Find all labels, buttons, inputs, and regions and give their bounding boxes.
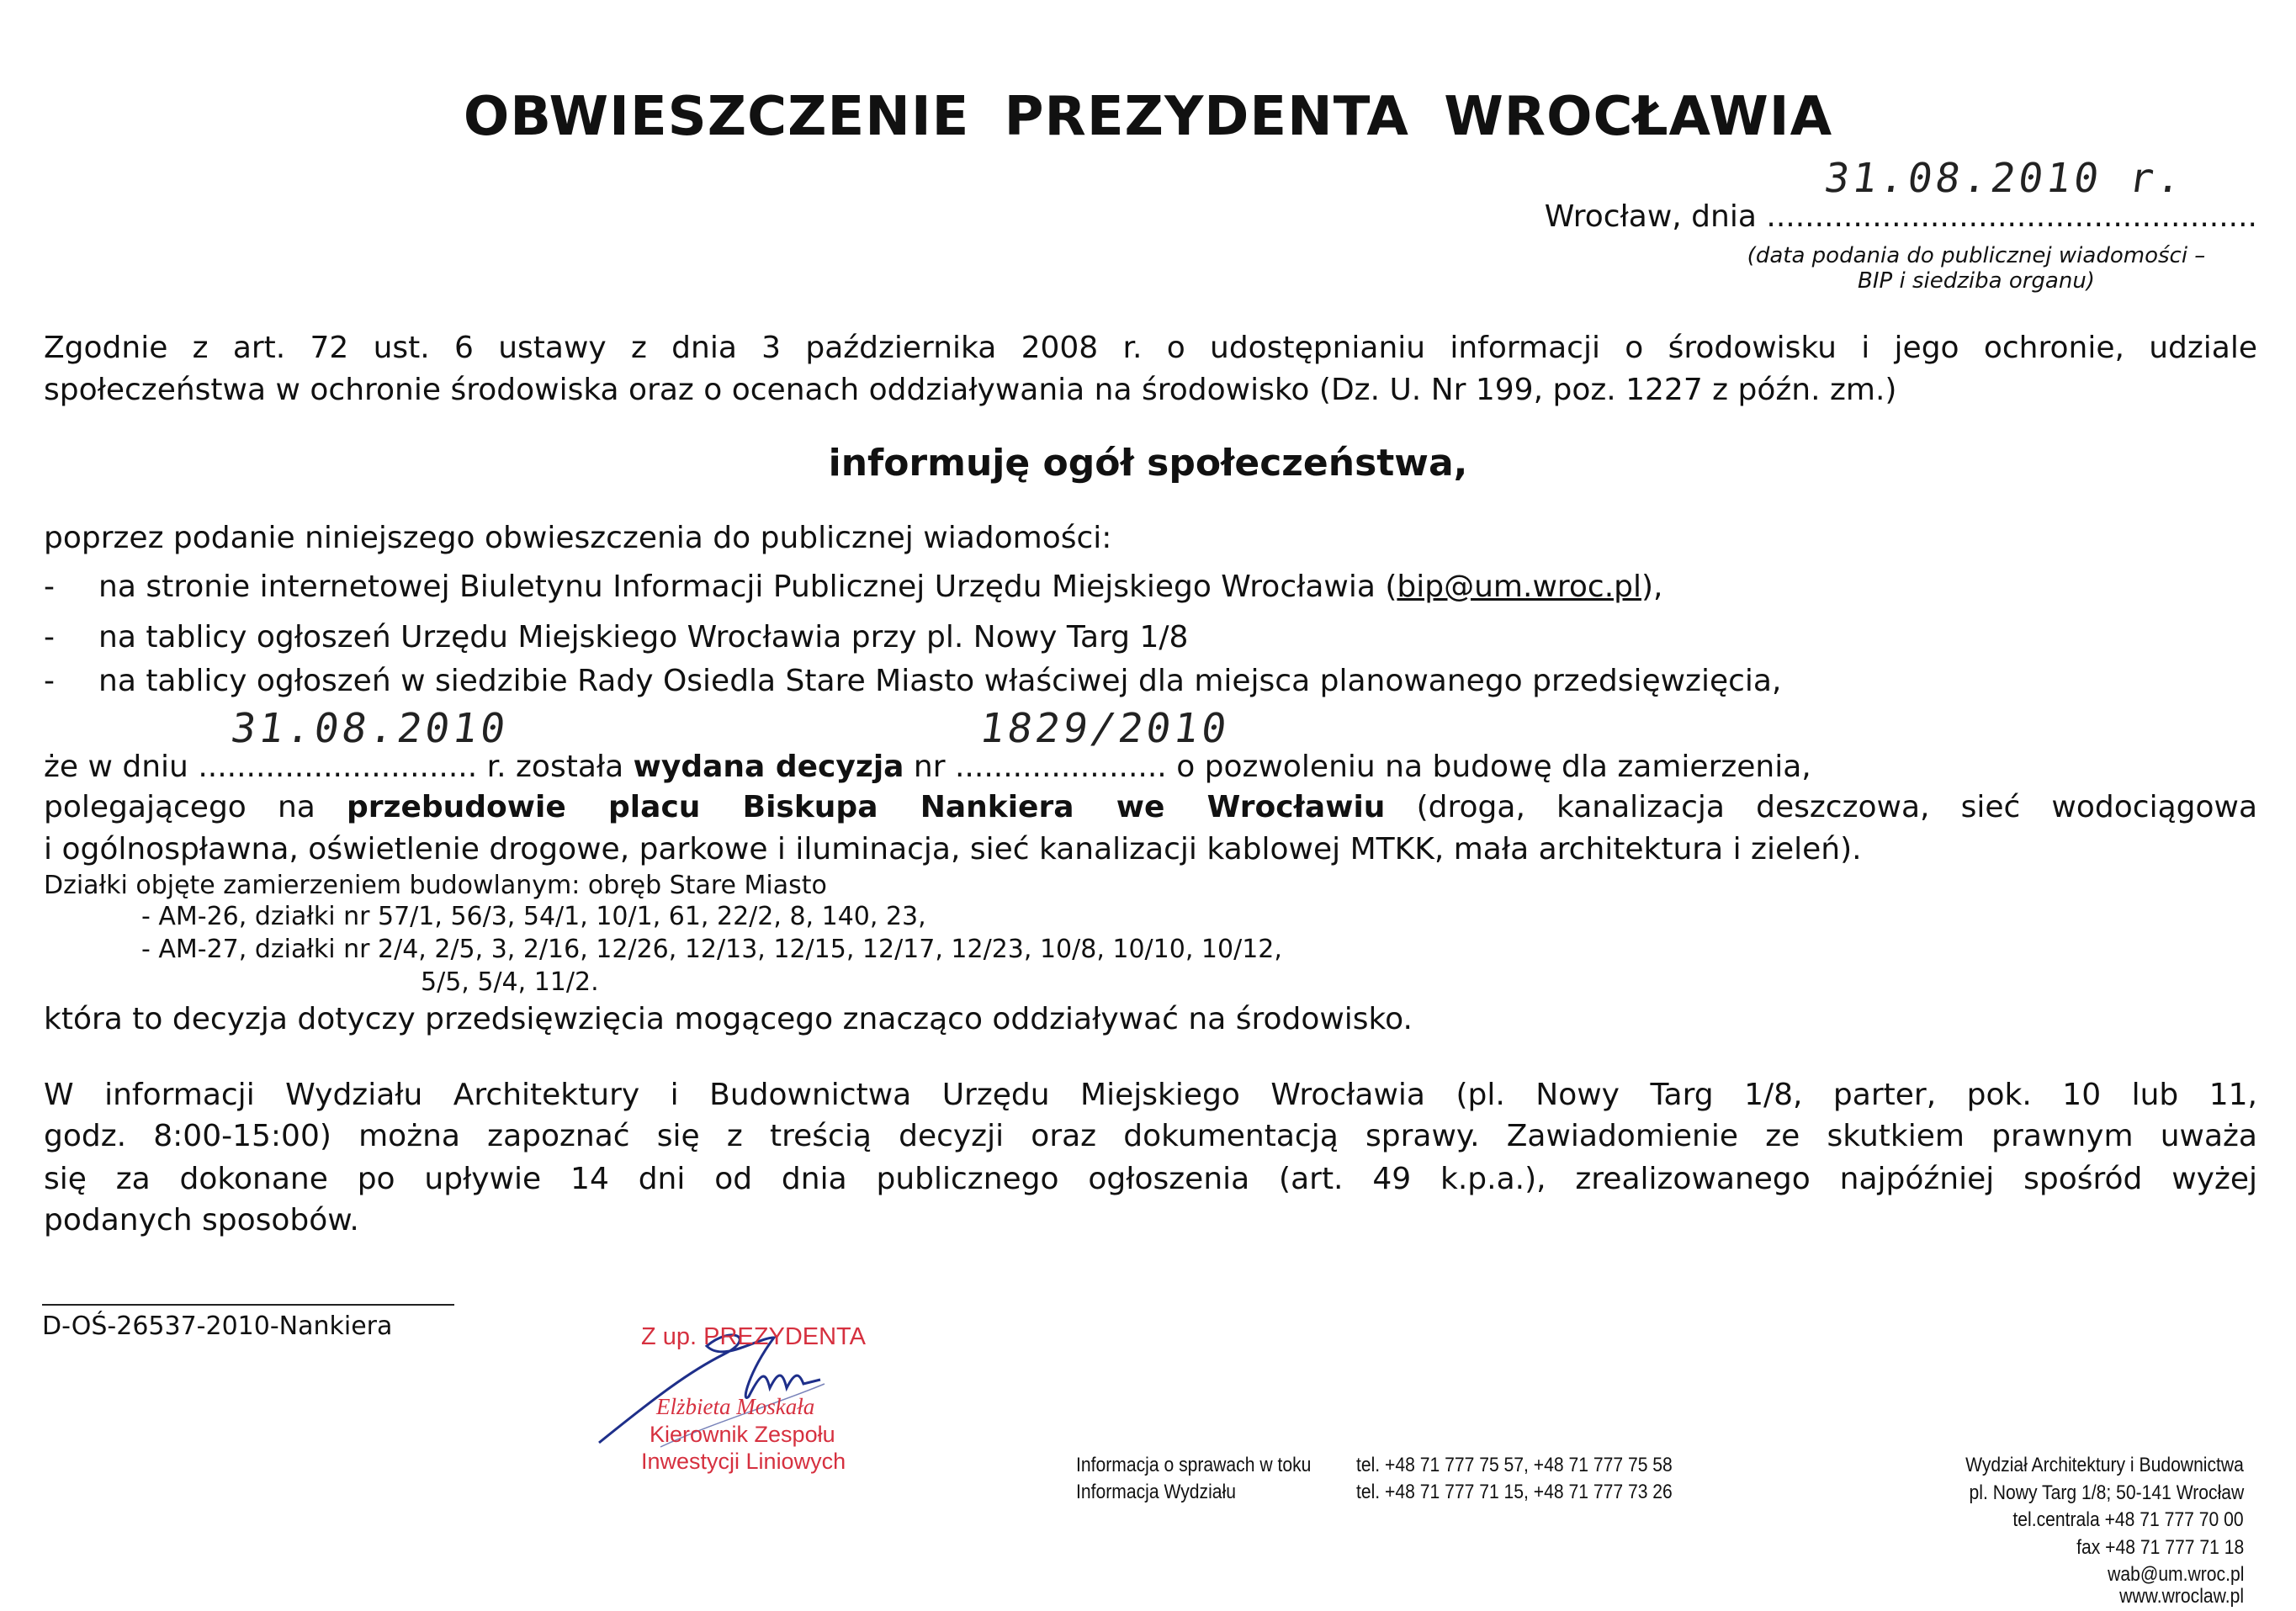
impact-statement: która to decyzja dotyczy przedsięwzięcia mogącego znacząco oddziaływać na środowisko. bbox=[44, 1002, 1413, 1036]
dots: ............................. bbox=[198, 750, 478, 784]
footer-contact-tel: tel. +48 71 777 75 57, +48 71 777 75 58 bbox=[1356, 1454, 1673, 1476]
text: r. została bbox=[486, 750, 624, 784]
stamp-line: Kierownik Zespołu bbox=[650, 1422, 835, 1447]
project-name: przebudowie placu Biskupa Nankiera we Wrocławiu bbox=[347, 790, 1386, 824]
bullet-dash: - bbox=[44, 620, 55, 654]
bullet-text: ), bbox=[1641, 570, 1663, 604]
text: (droga, kanalizacja deszczowa, sieć wodociągowa bbox=[1416, 790, 2258, 824]
office-address: pl. Nowy Targ 1/8; 50-141 Wrocław bbox=[1969, 1481, 2244, 1504]
intro-line: Zgodnie z art. 72 ust. 6 ustawy z dnia 3 października 2008 r. o udostępnianiu informacji o środowisku i jego ochronie, udziale bbox=[44, 331, 2257, 365]
decision-line: i ogólnospławna, oświetlenie drogowe, parkowe i iluminacja, sieć kanalizacji kablowej MTKK, mała architektura i zieleń). bbox=[44, 832, 1862, 866]
publication-intro: poprzez podanie niniejszego obwieszczenia do publicznej wiadomości: bbox=[44, 521, 1112, 555]
stamp-name: Elżbieta Moskała bbox=[656, 1394, 815, 1419]
date-note bbox=[1747, 244, 2206, 294]
bullet-item bbox=[44, 621, 1188, 654]
office-website[interactable]: www.wroclaw.pl bbox=[2119, 1585, 2244, 1608]
info-line: W informacji Wydziału Architektury i Budownictwa Urzędu Miejskiego Wrocławia (pl. Nowy Targ 1/8, parter, pok. 10 lub 11, bbox=[44, 1078, 2257, 1112]
info-line: podanych sposobów. bbox=[44, 1203, 359, 1237]
signature-stamp bbox=[589, 1312, 925, 1489]
date-note-line: BIP i siedziba organu) bbox=[1858, 268, 2095, 294]
bullet-text: na stronie internetowej Biuletynu Informacji Publicznej Urzędu Miejskiego Wrocławia ( bbox=[98, 570, 1397, 604]
handwritten-date: 31.08.2010 r. bbox=[1821, 155, 2188, 202]
handwritten-decision-number: 1829/2010 bbox=[977, 705, 1233, 752]
bullet-item bbox=[44, 665, 1781, 698]
footer-contact-label: Informacja o sprawach w toku bbox=[1076, 1454, 1312, 1476]
bullet-dash: - bbox=[44, 570, 55, 604]
text: o pozwoleniu na budowę dla zamierzenia, bbox=[1176, 750, 1811, 784]
decision-line bbox=[44, 705, 1811, 784]
bold-text: wydana decyzja bbox=[633, 750, 904, 784]
bullet-text: na tablicy ogłoszeń w siedzibie Rady Osiedla Stare Miasto właściwej dla miejsca planowanego przedsięwzięcia, bbox=[98, 664, 1782, 698]
office-phone: tel.centrala +48 71 777 70 00 bbox=[2012, 1508, 2244, 1531]
info-line: godz. 8:00-15:00) można zapoznać się z treścią decyzji oraz dokumentacją sprawy. Zawiadomienie ze skutkiem prawnym uważa bbox=[44, 1119, 2257, 1153]
office-email[interactable]: wab@um.wroc.pl bbox=[2107, 1563, 2244, 1586]
bip-link[interactable]: bip@um.wroc.pl bbox=[1397, 570, 1642, 604]
date-line bbox=[1544, 155, 2257, 234]
plots-am26: - AM-26, działki nr 57/1, 56/3, 54/1, 10/1, 61, 22/2, 8, 140, 23, bbox=[141, 902, 926, 931]
bullet-text: na tablicy ogłoszeń Urzędu Miejskiego Wrocławia przy pl. Nowy Targ 1/8 bbox=[98, 620, 1189, 654]
reference-number: D-OŚ-26537-2010-Nankiera bbox=[42, 1312, 393, 1341]
footer-contact-tel: tel. +48 71 777 71 15, +48 71 777 73 26 bbox=[1356, 1481, 1673, 1503]
page-title: OBWIESZCZENIE PREZYDENTA WROCŁAWIA bbox=[463, 86, 1833, 148]
plots-am27-cont: 5/5, 5/4, 11/2. bbox=[421, 967, 599, 997]
divider bbox=[42, 1304, 454, 1306]
stamp-line: Z up. PREZYDENTA bbox=[641, 1323, 866, 1350]
text: polegającego na bbox=[44, 790, 316, 824]
office-name: Wydział Architektury i Budownictwa bbox=[1965, 1454, 2244, 1476]
bullet-dash: - bbox=[44, 664, 55, 698]
date-note-line: (data podania do publicznej wiadomości – bbox=[1747, 243, 2206, 268]
decision-line bbox=[44, 791, 2257, 824]
heading: informuję ogół społeczeństwa, bbox=[828, 442, 1468, 485]
date-dots: ................................................... bbox=[1766, 199, 2257, 234]
bullet-item bbox=[44, 570, 1663, 604]
plots-intro: Działki objęte zamierzeniem budowlanym: obręb Stare Miasto bbox=[44, 871, 827, 900]
stamp-line: Inwestycji Liniowych bbox=[641, 1449, 846, 1474]
handwritten-decision-date: 31.08.2010 bbox=[228, 705, 512, 752]
office-fax: fax +48 71 777 71 18 bbox=[2076, 1536, 2244, 1559]
text: że w dniu bbox=[44, 750, 188, 784]
info-line: się za dokonane po upływie 14 dni od dnia publicznego ogłoszenia (art. 49 k.p.a.), zrealizowanego najpóźniej spośród wyżej bbox=[44, 1162, 2257, 1196]
plots-am27: - AM-27, działki nr 2/4, 2/5, 3, 2/16, 12/26, 12/13, 12/15, 12/17, 12/23, 10/8, 10/10, 10/12, bbox=[141, 935, 1282, 964]
date-label: Wrocław, dnia bbox=[1544, 199, 1757, 234]
footer-contact-label: Informacja Wydziału bbox=[1076, 1481, 1236, 1503]
intro-line: społeczeństwa w ochronie środowiska oraz o ocenach oddziaływania na środowisko (Dz. U. Nr 199, poz. 1227 z późn. zm.) bbox=[44, 373, 1897, 407]
text: nr bbox=[913, 750, 946, 784]
dots: ...................... bbox=[954, 750, 1167, 784]
